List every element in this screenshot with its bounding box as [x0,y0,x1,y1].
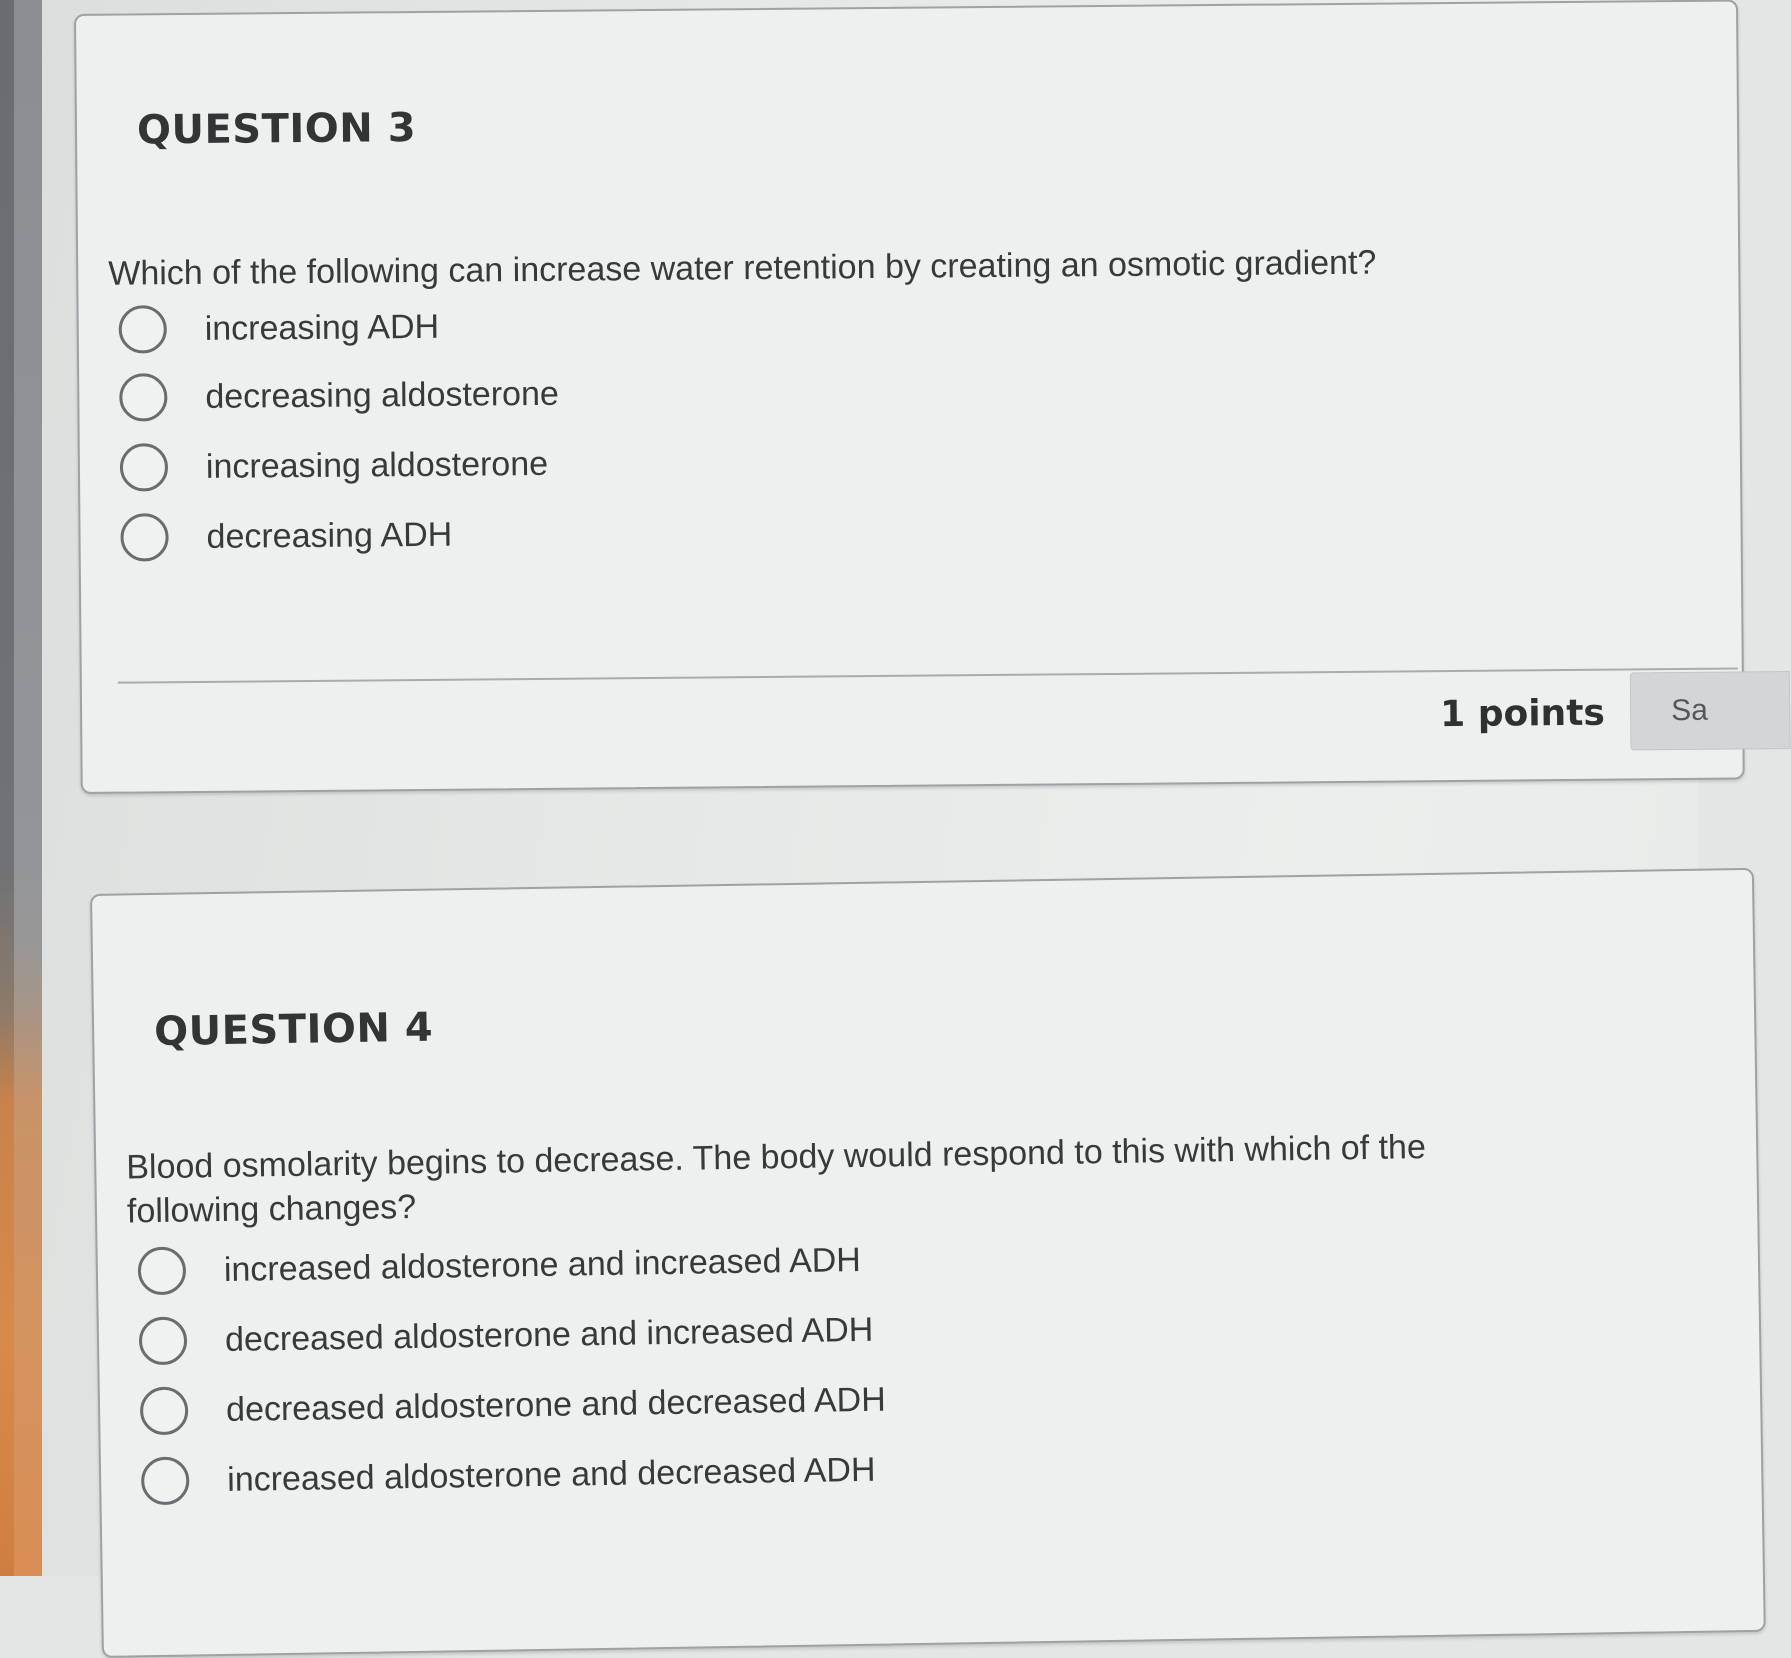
question-4-option-4[interactable] [141,1442,876,1510]
option-label: increased aldosterone and increased ADH [223,1240,862,1289]
save-answer-label: Sa [1670,693,1708,728]
left-edge-strip [0,0,42,1576]
save-answer-button[interactable] [1630,671,1791,750]
option-label: decreasing ADH [206,515,453,556]
radio-button[interactable] [120,443,168,491]
question-3-option-2[interactable] [119,366,559,426]
radio-button[interactable] [140,1387,189,1436]
option-label: decreased aldosterone and increased ADH [224,1310,874,1359]
radio-button[interactable] [141,1457,190,1506]
radio-button[interactable] [138,1247,187,1296]
question-3-option-1[interactable] [119,299,440,358]
question-3-divider [118,668,1738,684]
option-label: increasing ADH [204,307,440,348]
radio-button[interactable] [119,373,167,421]
option-label: decreased aldosterone and decreased ADH [225,1380,887,1429]
radio-button[interactable] [139,1317,188,1366]
question-3-points: 1 points [1439,692,1606,736]
option-label: increased aldosterone and decreased ADH [226,1450,876,1499]
question-3-option-3[interactable] [120,436,549,496]
option-label: decreasing aldosterone [205,374,559,416]
question-4-title: QUESTION 4 [153,1004,434,1056]
question-4-option-1[interactable] [137,1232,861,1299]
question-3-option-4[interactable] [120,507,452,566]
left-edge-highlight [14,0,42,1576]
option-label: increasing aldosterone [205,444,549,486]
question-3-title: QUESTION 3 [136,105,417,154]
question-3-card [74,0,1745,794]
question-4-text: Blood osmolarity begins to decrease. The body would respond to this with which of the following changes? [126,1128,1427,1231]
radio-button[interactable] [120,513,168,561]
question-3-text: Which of the following can increase water retention by creating an osmotic gradient? [108,243,1377,293]
question-4-card [90,868,1766,1658]
question-4-option-3[interactable] [140,1372,886,1440]
radio-button[interactable] [119,305,167,353]
question-4-option-2[interactable] [139,1302,874,1370]
